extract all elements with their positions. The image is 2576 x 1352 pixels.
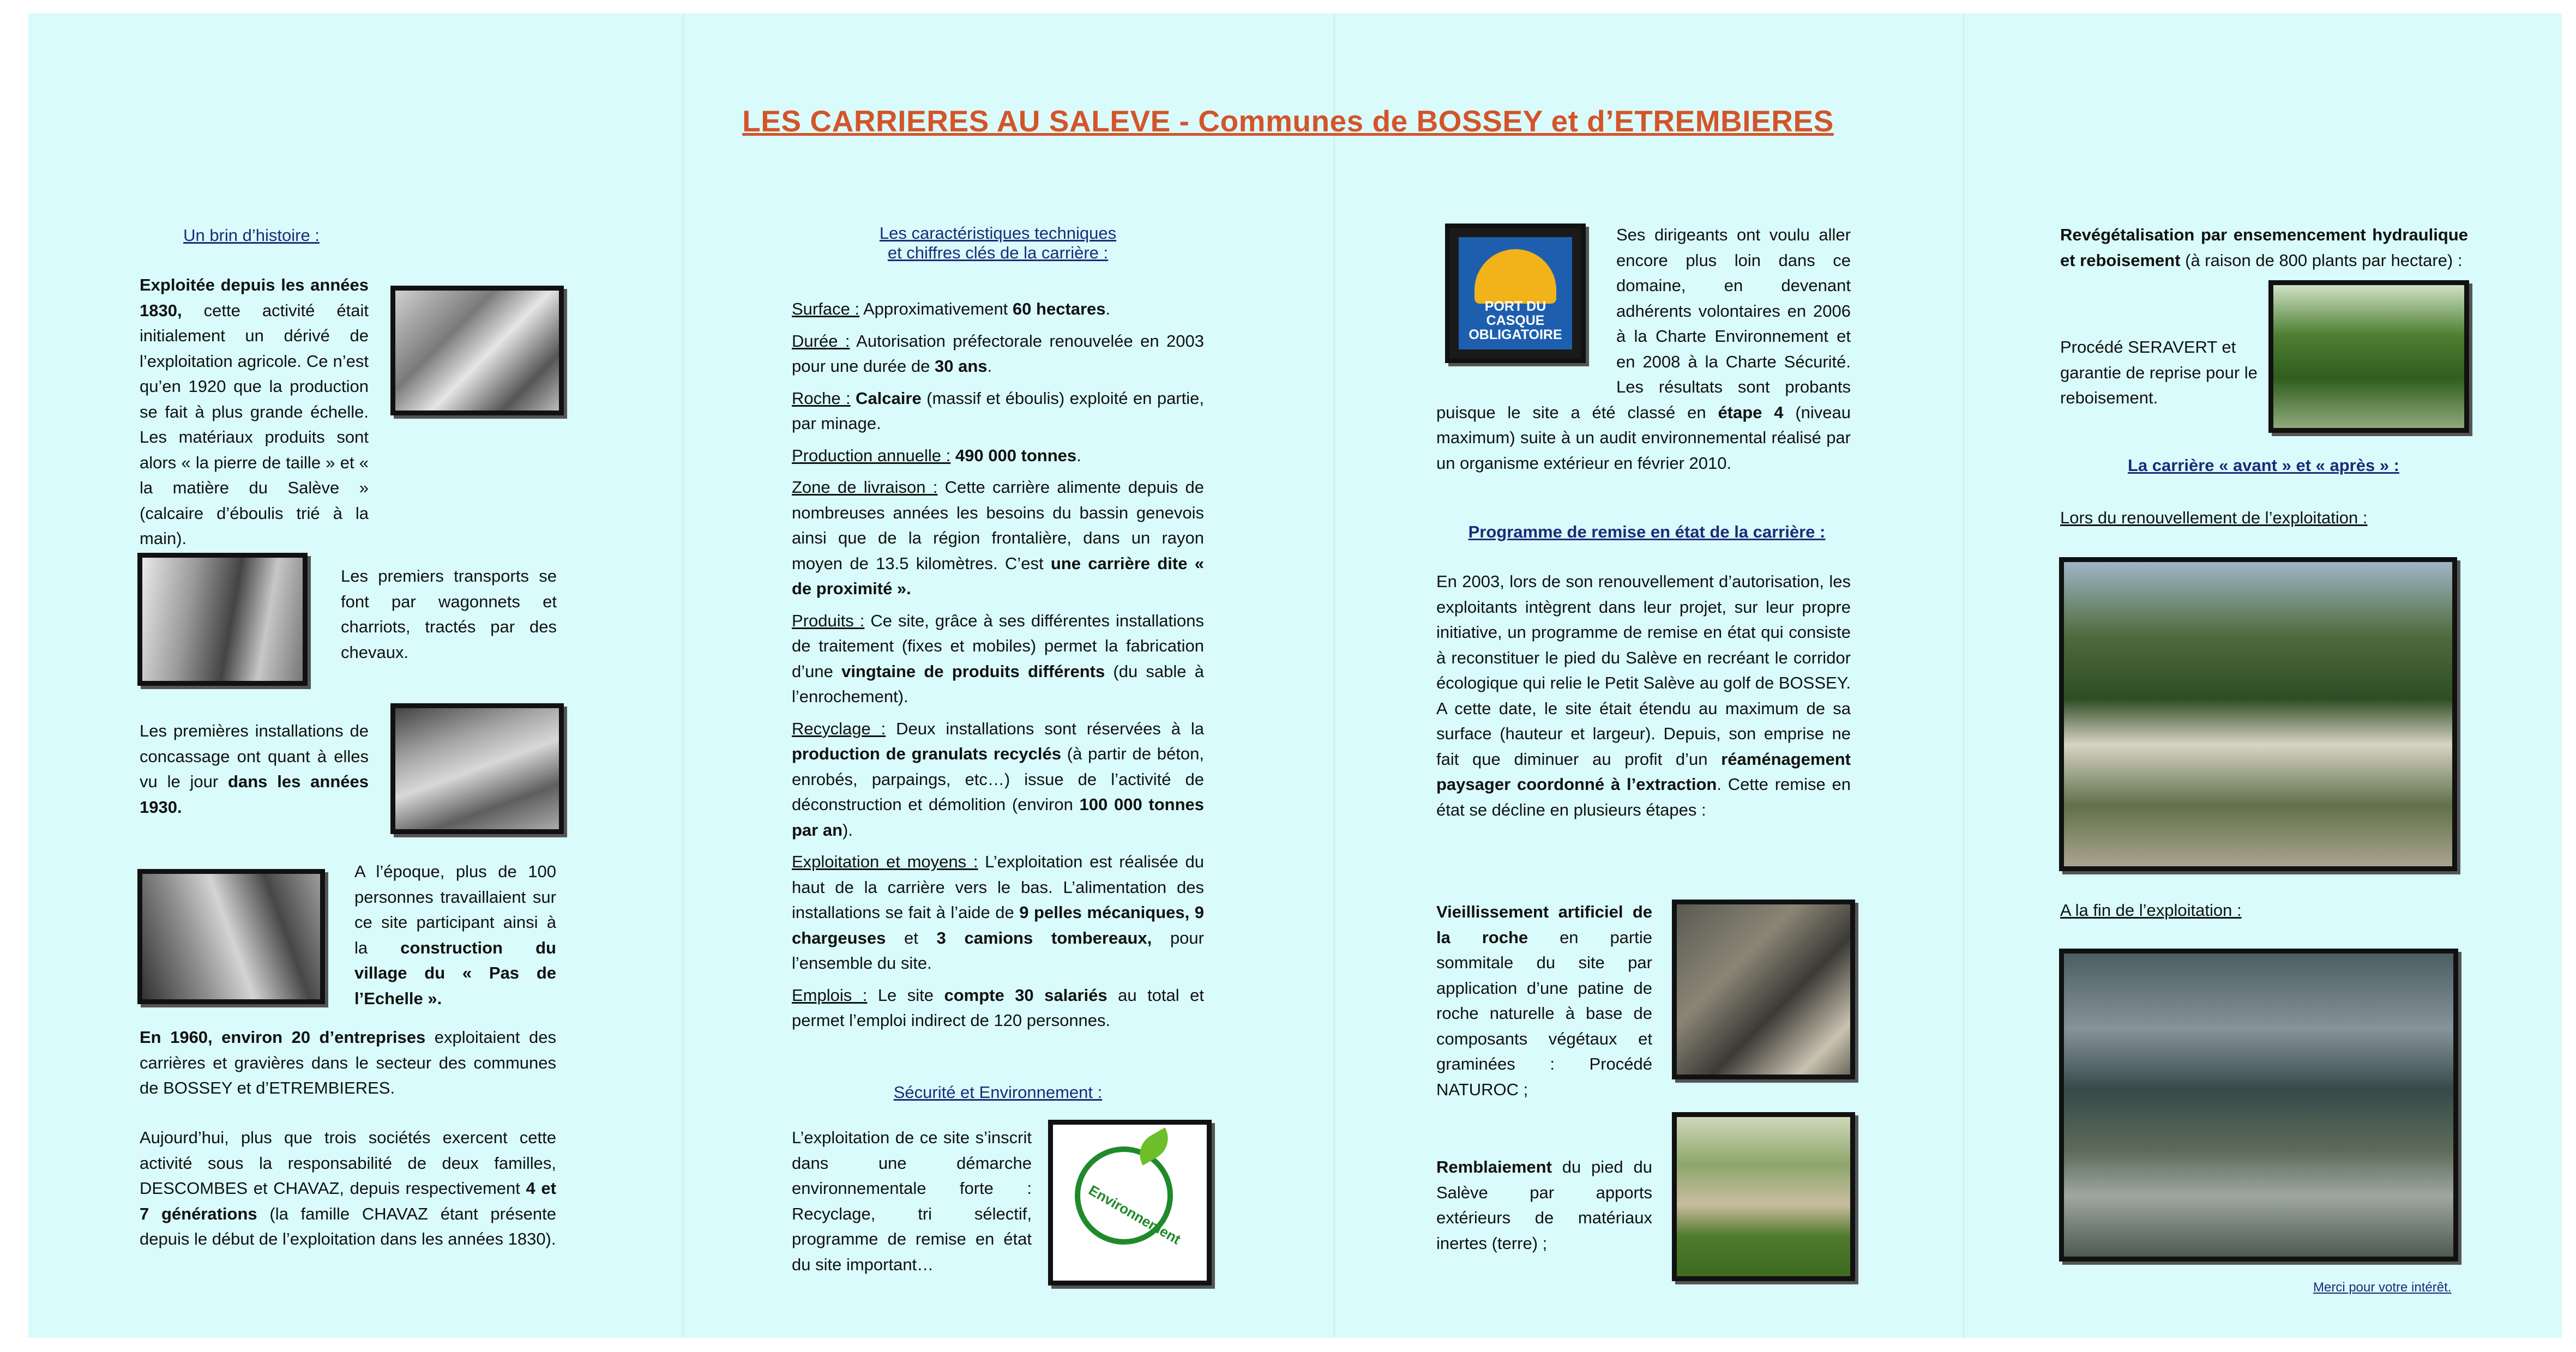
aged-rock-photo [1672, 900, 1855, 1079]
charter-paragraph: Ses dirigeants ont voulu aller encore plus loin dans ce domaine, en devenant adhérents volontaires en 2006 à la Charte Environnement et en 2008 à la Charte Sécurité. Les résultats sont probants puisque le site a été classé en étape 4 (niveau maximum) suite à un audit environnemental réalisé par un organisme extérieur en février 2010. [1436, 225, 1851, 473]
history-paragraph-3: Les premières installations de concassage ont quant à elles vu le jour dans les années 1930. [140, 721, 369, 817]
security-heading: Sécurité et Environnement : [893, 1083, 1103, 1102]
wagon-photo [137, 553, 308, 686]
production-item: Production annuelle : 490 000 tonnes. [792, 445, 1081, 465]
history-paragraph-4: A l’époque, plus de 100 personnes travaillaient sur ce site participant ainsi à la construction du village du « Pas de l’Echelle ». [354, 862, 556, 1008]
security-paragraph: L’exploitation de ce site s’inscrit dans une démarche environnementale forte : Recyclage, tri sélectif, programme de remise en état du site important… [792, 1128, 1032, 1274]
exploitation-item: Exploitation et moyens : L’exploitation est réalisée du haut de la carrière vers le bas. L’alimentation des installations se fait à l’aide de 9 pelles mécaniques, 9 chargeuses et 3 camions tombereaux, pour l’ensemble du site. [792, 852, 1204, 973]
recyclage-item: Recyclage : Deux installations sont réservées à la production de granulats recyclés (à partir de béton, enrobés, parpaings, etc…) issue de l’activité de déconstruction et démolition (environ 100 000 tonnes par an). [792, 719, 1204, 840]
surface-item: Surface : Approximativement 60 hectares. [792, 299, 1111, 318]
aging-paragraph: Vieillissement artificiel de la roche en partie sommitale du site par application d’une patine de roche naturelle à base de composants végétaux et graminées : Procédé NATUROC ; [1436, 902, 1652, 1099]
environment-logo: Environnement [1048, 1120, 1212, 1285]
historic-workers-photo [390, 286, 564, 415]
technical-heading: Les caractéristiques techniques et chiffres clés de la carrière : [879, 224, 1117, 262]
fold-line [1334, 13, 1335, 1338]
history-paragraph-2: Les premiers transports se font par wagonnets et charriots, tractés par des chevaux. [341, 566, 557, 662]
duree-item: Durée : Autorisation préfectorale renouvelée en 2003 pour une durée de 30 ans. [792, 331, 1204, 376]
thanks-note: Merci pour votre intérêt. [2313, 1280, 2452, 1295]
quarry-after-photo [2059, 949, 2458, 1262]
before-caption: Lors du renouvellement de l’exploitation : [2060, 508, 2368, 527]
crushing-plant-photo [390, 703, 564, 834]
history-paragraph-1: Exploitée depuis les années 1830, cette activité était initialement un dérivé de l’exploitation agricole. Ce n’est qu’en 1920 que la production se fait à plus grande échelle. Les matériaux produits sont alors « la pierre de taille » et « la matière du Salève » (calcaire d’éboulis trié à la main). [140, 275, 369, 548]
backfill-paragraph: Remblaiement du pied du Salève par apports extérieurs de matériaux inertes (terre) ; [1436, 1157, 1652, 1253]
restoration-paragraph: En 2003, lors de son renouvellement d’autorisation, les exploitants intègrent dans leur projet, sur leur propre initiative, un programme de remise en état qui consiste à reconstituer le pied du Salève en recréant le corridor écologique qui relie le Petit Salève au golf de BOSSEY. A cette date, le site était étendu au maximum de sa surface (hauteur et largeur). Depuis, son emprise ne fait que diminuer au profit d’un réaménagement paysager coordonné à l’extraction. Cette remise en état se décline en plusieurs étapes : [1436, 572, 1851, 819]
roche-item: Roche : Calcaire (massif et éboulis) exploité en partie, par minage. [792, 388, 1204, 433]
emplois-item: Emplois : Le site compte 30 salariés au total et permet l’emploi indirect de 120 personnes. [792, 985, 1204, 1030]
revegetation-photo [2268, 280, 2469, 433]
helmet-sign: PORT DU CASQUE OBLIGATOIRE [1445, 224, 1586, 363]
history-paragraph-5: En 1960, environ 20 d’entreprises exploitaient des carrières et gravières dans le secteur des communes de BOSSEY et d’ETREMBIERES. [140, 1028, 556, 1097]
page-title: LES CARRIERES AU SALEVE - Communes de BOSSEY et d’ETREMBIERES [742, 104, 1834, 138]
fold-line [1963, 13, 1964, 1338]
before-after-heading: La carrière « avant » et « après » : [2127, 456, 2399, 475]
zone-item: Zone de livraison : Cette carrière alimente depuis de nombreuses années les besoins du bassin genevois ainsi que de la région frontalière, dans un rayon moyen de 13.5 kilomètres. C’est une carrière dite « de proximité ». [792, 478, 1204, 598]
history-paragraph-6: Aujourd’hui, plus que trois sociétés exercent cette activité sous la responsabilité de deux familles, DESCOMBES et CHAVAZ, depuis respectivement 4 et 7 générations (la famille CHAVAZ étant présente depuis le début de l’exploitation dans les années 1830). [140, 1128, 557, 1248]
fold-line [683, 13, 684, 1338]
technical-list [792, 297, 1204, 1034]
revegetation-paragraph: Revégétalisation par ensemencement hydraulique et reboisement (à raison de 800 plants par hectare) : [2060, 225, 2468, 270]
backfill-photo [1672, 1112, 1855, 1281]
after-caption: A la fin de l’exploitation : [2060, 901, 2242, 920]
restoration-heading: Programme de remise en état de la carrière : [1468, 522, 1826, 541]
produits-item: Produits : Ce site, grâce à ses différentes installations de traitement (fixes et mobiles) permet la fabrication d’une vingtaine de produits différents (du sable à l’enrochement). [792, 611, 1205, 706]
history-heading: Un brin d’histoire : [183, 226, 320, 245]
quarry-before-photo [2059, 557, 2457, 871]
workers-group-photo [137, 869, 325, 1004]
seravert-paragraph: Procédé SERAVERT et garantie de reprise pour le reboisement. [2060, 337, 2258, 407]
